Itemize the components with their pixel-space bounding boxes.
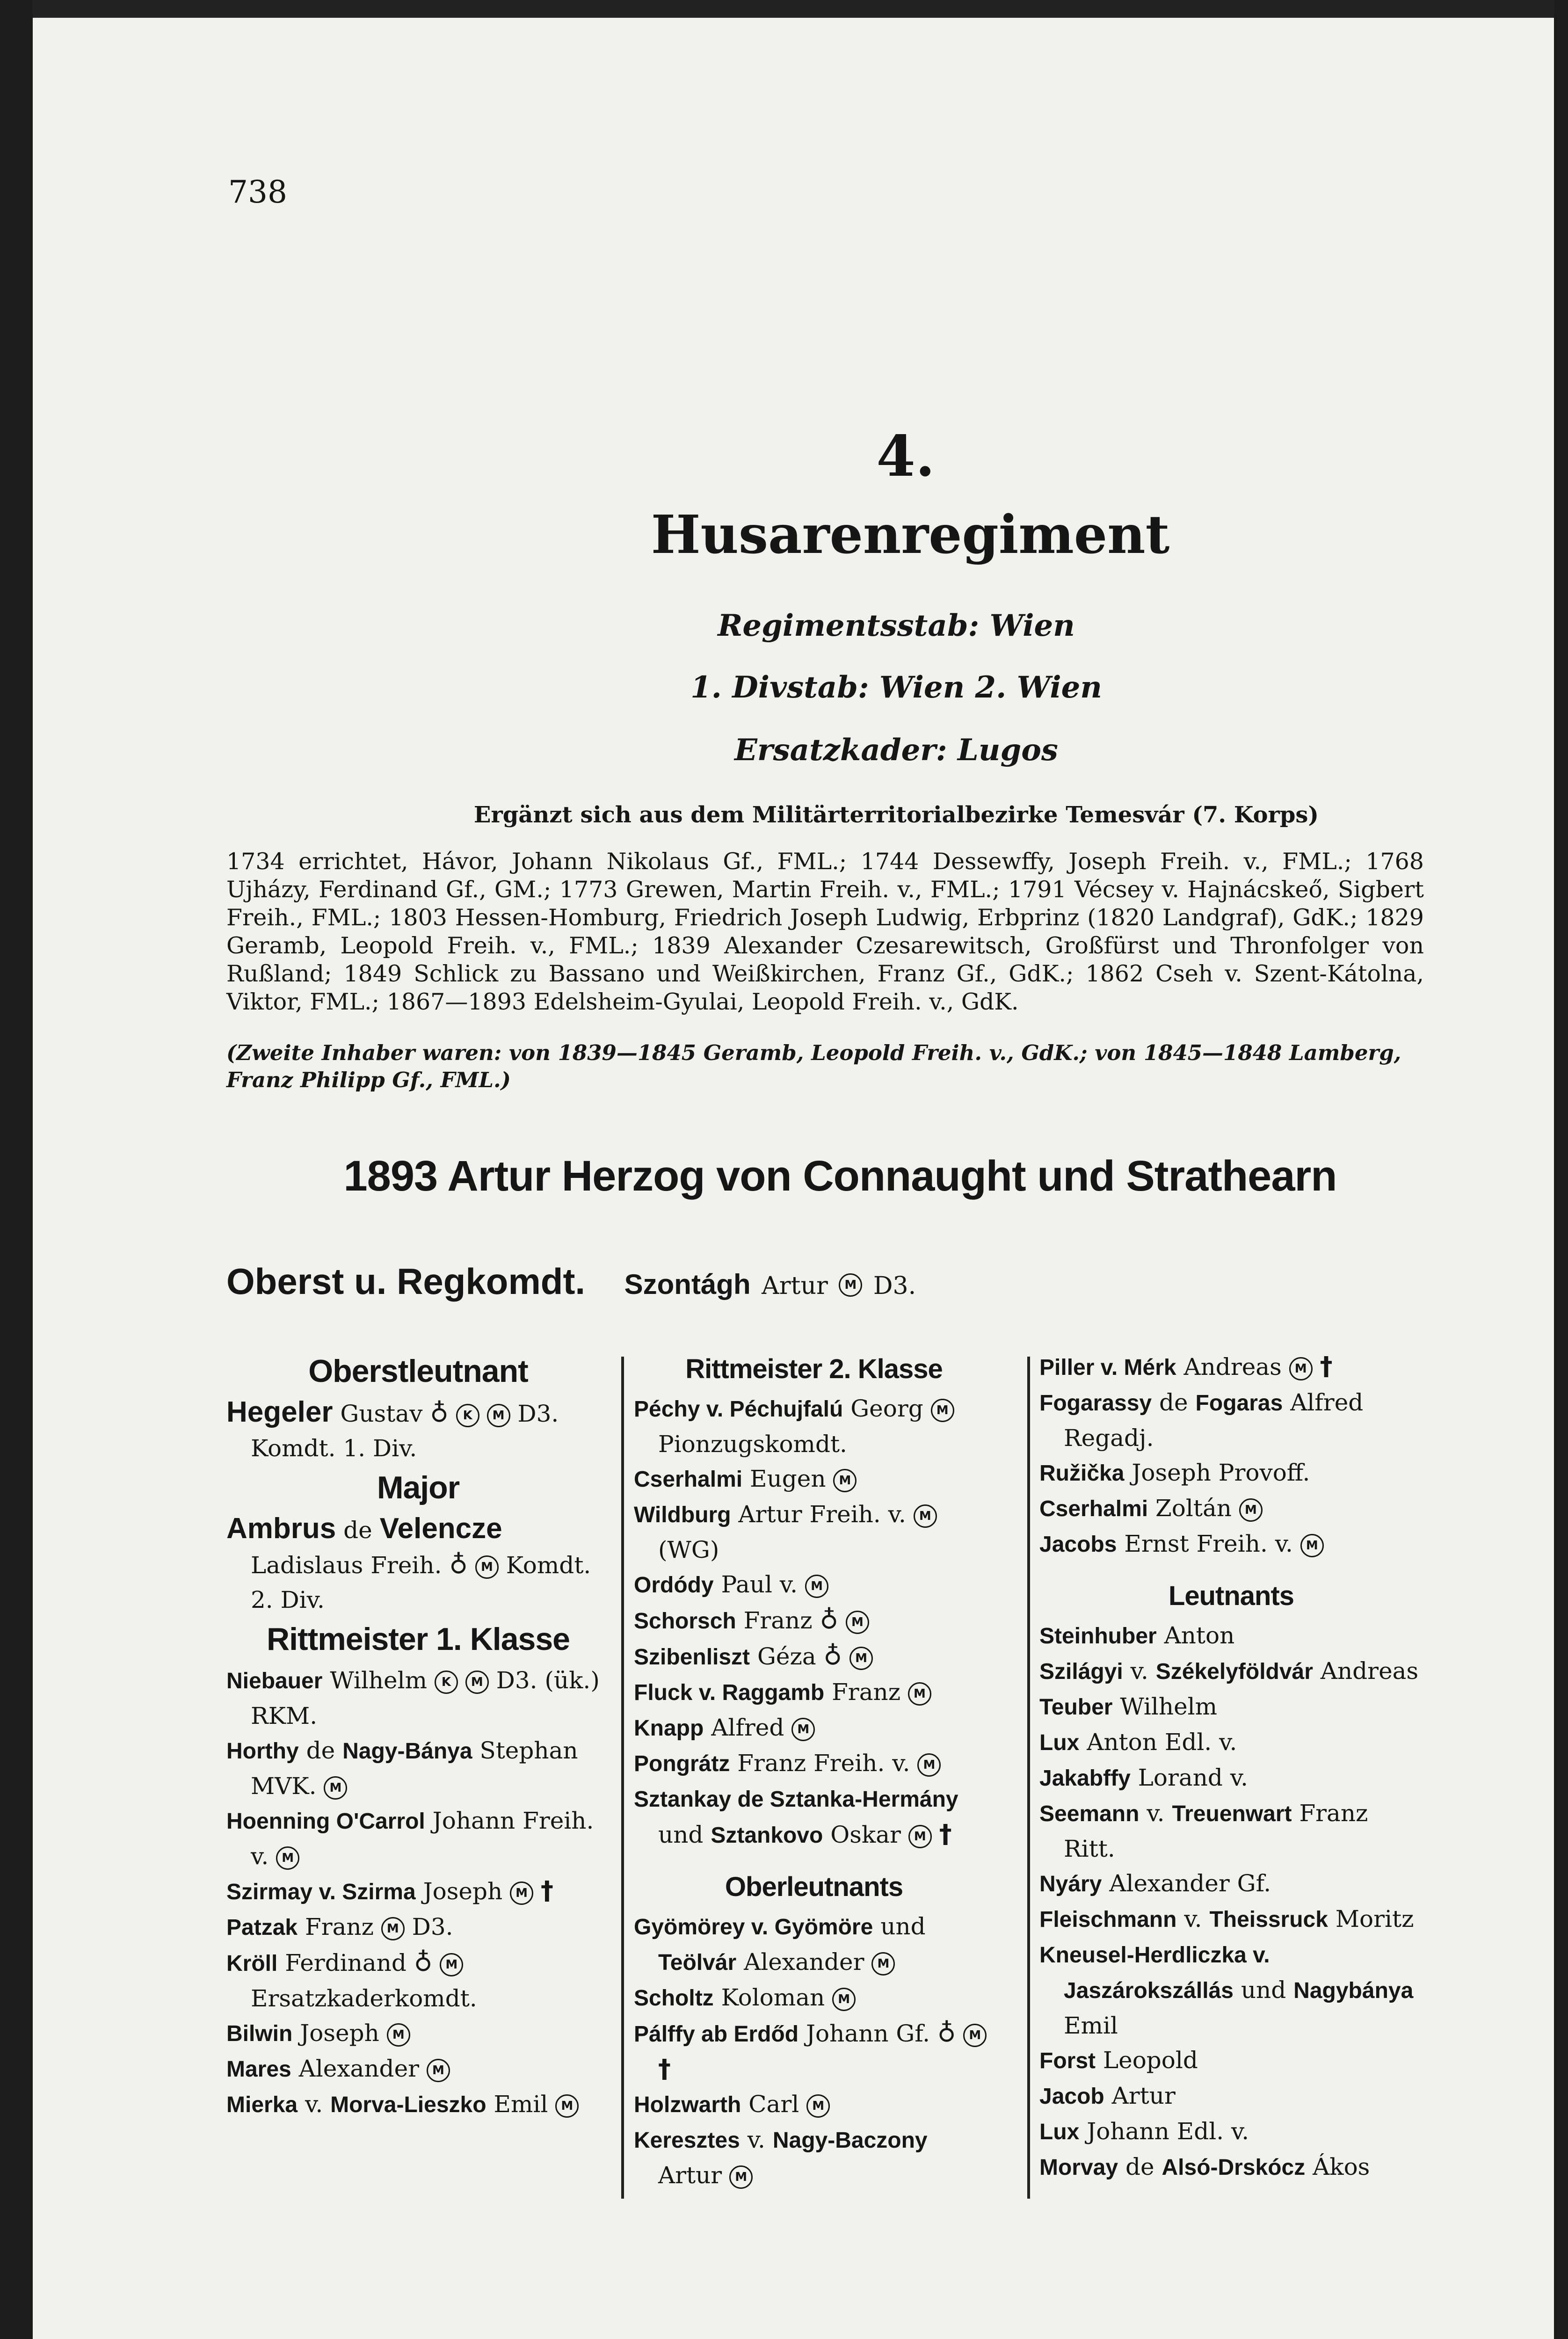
entry-name: Gyömörey v. Gyömöre <box>634 1915 873 1939</box>
entry-rest: v. <box>305 2091 323 2118</box>
entry-rest2: Andreas <box>1320 1657 1419 1685</box>
entry-suffix: (WG) <box>658 1536 719 1563</box>
list-item <box>634 2016 994 2087</box>
merit-medal-icon: M <box>833 1469 857 1492</box>
entry-name: Szibenliszt <box>634 1645 750 1670</box>
merit-medal-icon: M <box>387 2023 410 2047</box>
entry-rest: Franz <box>832 1678 901 1706</box>
merit-medal-icon: M <box>849 1647 873 1670</box>
entry-rest: Leopold <box>1103 2047 1198 2074</box>
oberst-name: Szontágh <box>624 1269 751 1300</box>
entry-rest: Wilhelm <box>1120 1693 1218 1720</box>
entry-rest: Alexander <box>298 2055 420 2082</box>
heading-major: Major <box>377 1470 460 1505</box>
entry-rest: Ernst Freih. v. <box>1124 1530 1293 1557</box>
entry-rest: Wilhelm <box>330 1667 428 1694</box>
heading-oberstleutnant: Oberstleutnant <box>308 1353 528 1389</box>
merit-medal-icon: M <box>871 1952 895 1976</box>
entry-name: Niebauer <box>226 1669 323 1693</box>
entry-name: Fluck v. Raggamb <box>634 1680 825 1705</box>
merit-medal-icon: M <box>487 1404 510 1427</box>
entry-de: de <box>1159 1389 1188 1416</box>
spacer <box>1039 1562 1423 1576</box>
entry-rest: Anton <box>1164 1622 1235 1649</box>
entry-name: Pongrátz <box>634 1751 730 1776</box>
entry-name2: Alsó-Drskócz <box>1161 2155 1306 2180</box>
cross-icon: † <box>1320 1351 1333 1381</box>
divstab: 1. Divstab: Wien 2. Wien <box>690 670 1102 705</box>
entry-name: Scholtz <box>634 1986 714 2011</box>
entry-suffix: Pionzugskomdt. <box>658 1431 847 1458</box>
list-item <box>634 1497 994 1567</box>
entry-name: Teuber <box>1039 1695 1113 1720</box>
list-item <box>1039 1385 1423 1455</box>
k-medal-icon: K <box>456 1404 479 1427</box>
entry-name: Seemann <box>1039 1801 1140 1826</box>
entry-rest: und <box>1241 1976 1286 2004</box>
entry-rest: v. <box>1147 1800 1165 1827</box>
entry-suffix: D3. <box>412 1913 453 1940</box>
merit-medal-icon: M <box>931 1399 954 1422</box>
entry-rest: Eugen <box>750 1465 826 1492</box>
merit-medal-icon: M <box>324 1776 347 1800</box>
bell-icon: ♁ <box>823 1641 842 1671</box>
entry-name2: Sztankovo <box>711 1823 823 1848</box>
bell-icon: ♁ <box>820 1605 839 1634</box>
merit-medal-icon: M <box>1239 1498 1263 1522</box>
entry-rest: Franz <box>305 1913 374 1940</box>
entry-rest: Stephan MVK. <box>251 1737 578 1800</box>
entry-de: de <box>1125 2153 1154 2180</box>
entry-major <box>226 1511 610 1617</box>
list-item <box>226 1945 610 2016</box>
entry-name: Keresztes <box>634 2128 740 2153</box>
entry-name: Knapp <box>634 1716 704 1741</box>
entry-name: Lux <box>1039 1730 1080 1755</box>
entry-rest: Joseph <box>300 2019 379 2047</box>
merit-medal-icon: M <box>1300 1534 1324 1557</box>
list-item <box>634 1980 994 2016</box>
merit-medal-icon: M <box>475 1555 499 1579</box>
entry-name: Lux <box>1039 2120 1080 2144</box>
list-item <box>226 2051 610 2087</box>
regimentsstab: Regimentsstab: Wien <box>718 608 1075 643</box>
entry-name: Morvay <box>1039 2155 1118 2180</box>
entry-name: Sztankay de Sztanka-Hermány <box>634 1787 958 1812</box>
ersatzkader: Ersatzkader: Lugos <box>734 733 1058 768</box>
entry-name2: Theissruck <box>1209 1907 1328 1932</box>
entry-name: Mierka <box>226 2092 298 2117</box>
merit-medal-icon: M <box>510 1881 533 1905</box>
entry-name2: Nagy-Baczony <box>772 2128 928 2153</box>
page-number: 738 <box>228 174 287 210</box>
list-item <box>634 2087 994 2122</box>
list-item <box>634 1639 994 1675</box>
merit-medal-icon: M <box>427 2059 450 2082</box>
entry-rest2: Emil <box>494 2091 548 2118</box>
regiment-number: 4. <box>876 423 935 489</box>
entry-name: Péchy v. Péchujfalú <box>634 1397 843 1422</box>
entry-rest: Alexander Gf. <box>1109 1870 1271 1897</box>
entry-rest: Ferdinand <box>285 1949 407 1976</box>
entry-rest2: Moritz <box>1335 1905 1414 1932</box>
list-item <box>1039 1937 1423 2043</box>
entry-name: Fleischmann <box>1039 1907 1177 1932</box>
merit-medal-icon: M <box>806 2094 830 2118</box>
entry-de: de <box>306 1737 335 1764</box>
entry-rest: Johann Freih. v. <box>251 1807 594 1870</box>
k-medal-icon: K <box>435 1671 458 1694</box>
entry-note: Komdt. 1. Div. <box>251 1435 417 1462</box>
bell-icon: ♁ <box>937 2018 956 2048</box>
entry-rest: Joseph Provoff. <box>1132 1459 1310 1486</box>
entry-rest2: Alexander <box>744 1948 864 1976</box>
oberst-suffix: D3. <box>873 1272 916 1300</box>
merit-medal-icon: M <box>908 1825 932 1848</box>
list-item <box>634 2122 994 2193</box>
merit-medal-icon: M <box>381 1917 405 1940</box>
merit-medal-icon: M <box>846 1611 869 1634</box>
list-item <box>1039 1618 1423 1654</box>
entry-name: Kneusel-Herdliczka v. Jaszárokszállás <box>1039 1943 1270 2003</box>
entry-name: Schorsch <box>634 1609 736 1634</box>
cross-icon: † <box>939 1819 952 1849</box>
entry-name: Bilwin <box>226 2021 293 2046</box>
entry-name: Ambrus <box>226 1512 336 1545</box>
entry-name: Nyáry <box>1039 1872 1102 1896</box>
list-item <box>634 1675 994 1710</box>
list-item <box>634 1603 994 1639</box>
entry-name: Cserhalmi <box>1039 1496 1148 1521</box>
cross-icon: † <box>540 1876 553 1905</box>
entry-name: Steinhuber <box>1039 1624 1157 1649</box>
column-divider <box>621 1357 624 2199</box>
list-item <box>1039 2043 1423 2078</box>
merit-medal-icon: M <box>276 1846 299 1870</box>
list-item <box>634 1567 994 1603</box>
history-note: (Zweite Inhaber waren: von 1839—1845 Geramb, Leopold Freih. v., GdK.; von 1845—1848 Lamberg, Franz Philipp Gf., FML.) <box>226 1040 1401 1092</box>
list-item <box>226 2016 610 2051</box>
list-item <box>1039 1654 1423 1689</box>
oberst-rank: Oberst u. Regkomdt. <box>226 1261 586 1302</box>
entry-name: Hoenning O'Carrol <box>226 1809 425 1834</box>
entry-name: Piller v. Mérk <box>1039 1355 1176 1380</box>
column-1 <box>226 1349 610 2122</box>
bell-icon: ♁ <box>430 1398 449 1428</box>
entry-name: Pálffy ab Erdőd <box>634 2022 799 2047</box>
entry-rest: v. <box>747 2126 765 2153</box>
list-item <box>226 1663 610 1733</box>
entry-oberstleutnant <box>226 1395 610 1466</box>
entry-suffix: Ersatzkaderkomdt. <box>251 1985 477 2012</box>
entry-rest: und <box>658 1821 704 1848</box>
column-3 <box>1039 1349 1423 2185</box>
list-item <box>1039 1455 1423 1491</box>
merit-medal-icon: M <box>805 1575 828 1598</box>
entry-rest: Franz Freih. v. <box>737 1750 910 1777</box>
merit-medal-icon: M <box>908 1682 931 1706</box>
entry-rest: Artur Freih. v. <box>738 1501 906 1528</box>
merit-medal-icon: M <box>839 1273 862 1297</box>
entry-rest: Joseph <box>423 1878 503 1905</box>
merit-medal-icon: M <box>465 1671 489 1694</box>
bell-icon: ♁ <box>449 1550 468 1579</box>
list-item <box>634 1710 994 1746</box>
entry-rest: Alfred <box>711 1714 784 1741</box>
entry-name2: Velencze <box>379 1512 502 1545</box>
entry-name2: Treuenwart <box>1172 1801 1292 1826</box>
entry-name: Wildburg <box>634 1503 731 1527</box>
list-item <box>1039 1902 1423 1937</box>
entry-name2: Teölvár <box>658 1950 737 1975</box>
entry-name: Horthy <box>226 1739 299 1764</box>
list-item <box>1039 1760 1423 1796</box>
heading-oberleutnants: Oberleutnants <box>725 1872 903 1902</box>
entry-name: Patzak <box>226 1915 298 1940</box>
heading-rittmeister-1: Rittmeister 1. Klasse <box>267 1621 570 1657</box>
list-item <box>1039 1866 1423 1902</box>
list-item <box>634 1746 994 1781</box>
merit-medal-icon: M <box>555 2094 579 2118</box>
entry-name: Ružička <box>1039 1461 1125 1486</box>
list-item <box>226 2087 610 2122</box>
list-item <box>1039 1725 1423 1760</box>
entry-name: Jacob <box>1039 2084 1104 2109</box>
bell-icon: ♁ <box>414 1947 433 1977</box>
heading-rittmeister-2: Rittmeister 2. Klasse <box>685 1354 943 1384</box>
entry-rest: v. <box>1130 1657 1148 1685</box>
entry-rest: Carl <box>748 2091 799 2118</box>
entry-rest: Paul v. <box>721 1571 798 1598</box>
list-item <box>226 1733 610 1803</box>
list-item <box>1039 2078 1423 2114</box>
entry-name: Jacobs <box>1039 1532 1117 1557</box>
list-item <box>634 1391 994 1461</box>
inhaber-heading: 1893 Artur Herzog von Connaught und Strathearn <box>343 1152 1337 1200</box>
entry-suffix: D3. (ük.) RKM. <box>251 1667 600 1729</box>
merit-medal-icon: M <box>440 1953 463 1976</box>
list-item <box>1039 2150 1423 2185</box>
merit-medal-icon: M <box>917 1753 941 1777</box>
page-title: Husarenregiment <box>651 504 1170 566</box>
entry-name: Holzwarth <box>634 2092 741 2117</box>
entry-name2: Nagybánya <box>1293 1978 1414 2003</box>
list-item <box>1039 1526 1423 1562</box>
entry-name2: Nagy-Bánya <box>342 1739 472 1764</box>
entry-rest: Gustav <box>340 1400 423 1427</box>
entry-rest: v. <box>1184 1905 1202 1932</box>
entry-name: Forst <box>1039 2048 1096 2073</box>
entry-rest: Johann Gf. <box>806 2020 930 2047</box>
entry-rest: Alfred Regadj. <box>1064 1389 1364 1452</box>
entry-rest: Andreas <box>1183 1353 1282 1380</box>
entry-note: Komdt. 2. Div. <box>251 1552 591 1613</box>
entry-rest: Zoltán <box>1155 1495 1232 1522</box>
list-item <box>1039 1491 1423 1526</box>
heading-leutnants: Leutnants <box>1168 1581 1294 1611</box>
entry-name: Ordódy <box>634 1573 714 1598</box>
entry-rest2: Artur <box>658 2162 722 2189</box>
entry-name: Kröll <box>226 1951 278 1976</box>
list-item <box>1039 2114 1423 2150</box>
list-item <box>634 1781 994 1853</box>
entry-rest: Ladislaus Freih. <box>251 1552 442 1579</box>
scan-border-top <box>0 0 1568 18</box>
list-item <box>1039 1796 1423 1866</box>
entry-rest: Koloman <box>721 1984 825 2011</box>
entry-rest: Franz <box>743 1607 813 1634</box>
merit-medal-icon: M <box>914 1504 937 1528</box>
merit-medal-icon: M <box>1289 1357 1313 1380</box>
entry-rest2: Oskar <box>830 1821 901 1848</box>
entry-name2: Fogaras <box>1195 1391 1283 1416</box>
merit-medal-icon: M <box>729 2165 753 2189</box>
list-item <box>634 1909 994 1980</box>
entry-name: Szilágyi <box>1039 1659 1123 1684</box>
column-divider <box>1027 1357 1030 2199</box>
column-2 <box>634 1349 994 2193</box>
list-item <box>1039 1689 1423 1725</box>
entry-name: Mares <box>226 2057 291 2082</box>
entry-rest2: Franz Ritt. <box>1064 1800 1368 1862</box>
entry-rest: Lorand v. <box>1138 1764 1248 1791</box>
entry-rest: Anton Edl. v. <box>1087 1729 1237 1756</box>
list-item <box>226 1803 610 1874</box>
cross-icon: † <box>658 2054 671 2084</box>
history-paragraph: 1734 errichtet, Hávor, Johann Nikolaus Gf., FML.; 1744 Dessewffy, Joseph Freih. v., FML.; 1768 Ujházy, Ferdinand Gf., GM.; 1773 Grewen, Martin Freih. v., FML.; 1791 Vécsey v. Hajnácskeő, Sigbert Freih., FML.; 1803 Hessen-Homburg, Friedrich Joseph Ludwig, Erbprinz (1820 Landgraf), GdK.; 1829 Geramb, Leopold Freih. v., FML.; 1839 Alexander Czesarewitsch, Großfürst und Thronfolger von Rußland; 1849 Schlick zu Bassano und Weißkirchen, Franz Gf., GdK.; 1862 Cseh v. Szent-Kátolna, Viktor, FML.; 1867—1893 Edelsheim-Gyulai, Leopold Freih. v., GdK. <box>226 848 1424 1015</box>
merit-medal-icon: M <box>963 2024 987 2047</box>
list-item <box>634 1461 994 1497</box>
entry-rest: Ákos <box>1313 2153 1370 2180</box>
entry-name: Hegeler <box>226 1396 333 1428</box>
entry-name: Fogarassy <box>1039 1391 1152 1416</box>
entry-name: Szirmay v. Szirma <box>226 1880 416 1904</box>
entry-rest: Johann Edl. v. <box>1087 2118 1249 2145</box>
oberst-first: Artur <box>762 1272 828 1300</box>
list-item <box>226 1910 610 1945</box>
entry-de: de <box>343 1517 372 1544</box>
merit-medal-icon: M <box>791 1718 815 1741</box>
entry-rest: Artur <box>1111 2082 1176 2109</box>
entry-rest2: Emil <box>1064 2012 1118 2039</box>
entry-name: Cserhalmi <box>634 1467 743 1492</box>
entry-name2: Székelyföldvár <box>1155 1659 1313 1684</box>
entry-name2: Morva-Lieszko <box>330 2092 486 2117</box>
entry-name: Jakabffy <box>1039 1766 1131 1791</box>
entry-suffix: D3. <box>517 1400 559 1427</box>
entry-rest: Géza <box>757 1643 816 1670</box>
spacer <box>634 1853 994 1867</box>
ergaenzt-line: Ergänzt sich aus dem Militärterritorialbezirke Temesvár (7. Korps) <box>473 802 1319 828</box>
list-item <box>1039 1349 1423 1385</box>
entry-rest: und <box>880 1913 926 1940</box>
list-item <box>226 1874 610 1910</box>
oberst-line <box>226 1260 916 1303</box>
entry-rest: Georg <box>850 1395 923 1422</box>
merit-medal-icon: M <box>832 1988 856 2011</box>
